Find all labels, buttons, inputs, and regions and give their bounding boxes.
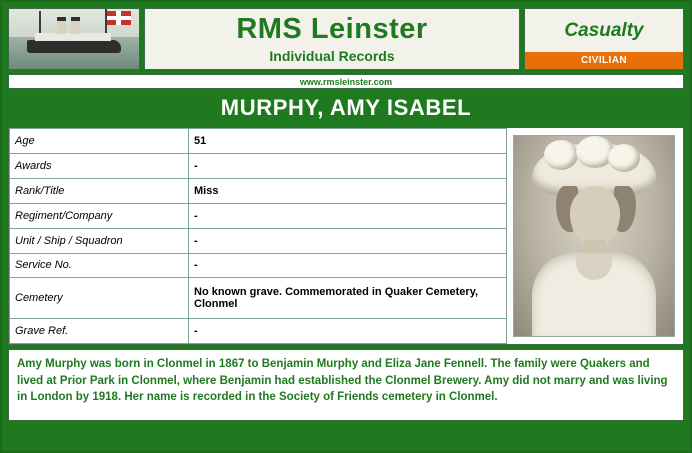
union-flag-icon (107, 11, 131, 25)
field-value-rank-title: Miss (189, 178, 507, 203)
portrait-hat-flower-left (544, 140, 578, 170)
photo-mast-left (39, 11, 41, 35)
portrait-dress (532, 252, 656, 337)
table-row (10, 129, 507, 154)
table-row (10, 153, 507, 178)
rms-leinster-ship-photo (8, 8, 140, 70)
field-label-grave-ref: Grave Ref. (10, 319, 189, 344)
portrait-face (570, 186, 620, 246)
card-header (8, 8, 684, 70)
table-row (10, 278, 507, 319)
record-fields-table (9, 128, 507, 344)
table-row (10, 319, 507, 344)
photo-funnel-front (57, 17, 66, 34)
field-value-age: 51 (189, 129, 507, 154)
page-subtitle: Individual Records (269, 47, 395, 64)
table-row (10, 253, 507, 278)
portrait-amy-isabel-murphy (513, 135, 675, 337)
portrait-cell (507, 128, 683, 344)
field-label-regiment-company: Regiment/Company (10, 203, 189, 228)
photo-funnel-rear (71, 17, 80, 34)
field-label-service-no: Service No. (10, 253, 189, 278)
record-body (8, 127, 684, 345)
portrait-hat-flower-right (608, 144, 640, 172)
website-bar[interactable] (8, 74, 684, 89)
field-label-rank-title: Rank/Title (10, 178, 189, 203)
field-label-unit-ship-squadron: Unit / Ship / Squadron (10, 228, 189, 253)
field-value-awards: - (189, 153, 507, 178)
table-row (10, 228, 507, 253)
title-block (144, 8, 520, 70)
field-label-awards: Awards (10, 153, 189, 178)
record-name: MURPHY, AMY ISABEL (220, 95, 472, 120)
status-badge: CIVILIAN (525, 52, 683, 69)
field-label-age: Age (10, 129, 189, 154)
website-url[interactable]: www.rmsleinster.com (299, 76, 393, 87)
biography-text: Amy Murphy was born in Clonmel in 1867 to Benjamin Murphy and Eliza Jane Fennell. The family were Quakers and lived at Prior Park in Clonmel, where Benjamin had established the Clonmel Brewery. Amy did not marry and was living in London by 1918. Her name is recorded in the Society of Friends cemetery in Clonmel. (8, 349, 684, 421)
field-value-cemetery: No known grave. Commemorated in Quaker Cemetery, Clonmel (189, 278, 507, 319)
field-label-cemetery: Cemetery (10, 278, 189, 319)
page-title: RMS Leinster (236, 13, 428, 46)
casualty-block (524, 8, 684, 70)
table-row (10, 203, 507, 228)
field-value-service-no: - (189, 253, 507, 278)
photo-deck (35, 33, 111, 41)
casualty-label: Casualty (525, 9, 683, 52)
table-row (10, 178, 507, 203)
field-value-grave-ref: - (189, 319, 507, 344)
photo-hull (27, 40, 121, 53)
field-value-unit-ship-squadron: - (189, 228, 507, 253)
field-value-regiment-company: - (189, 203, 507, 228)
